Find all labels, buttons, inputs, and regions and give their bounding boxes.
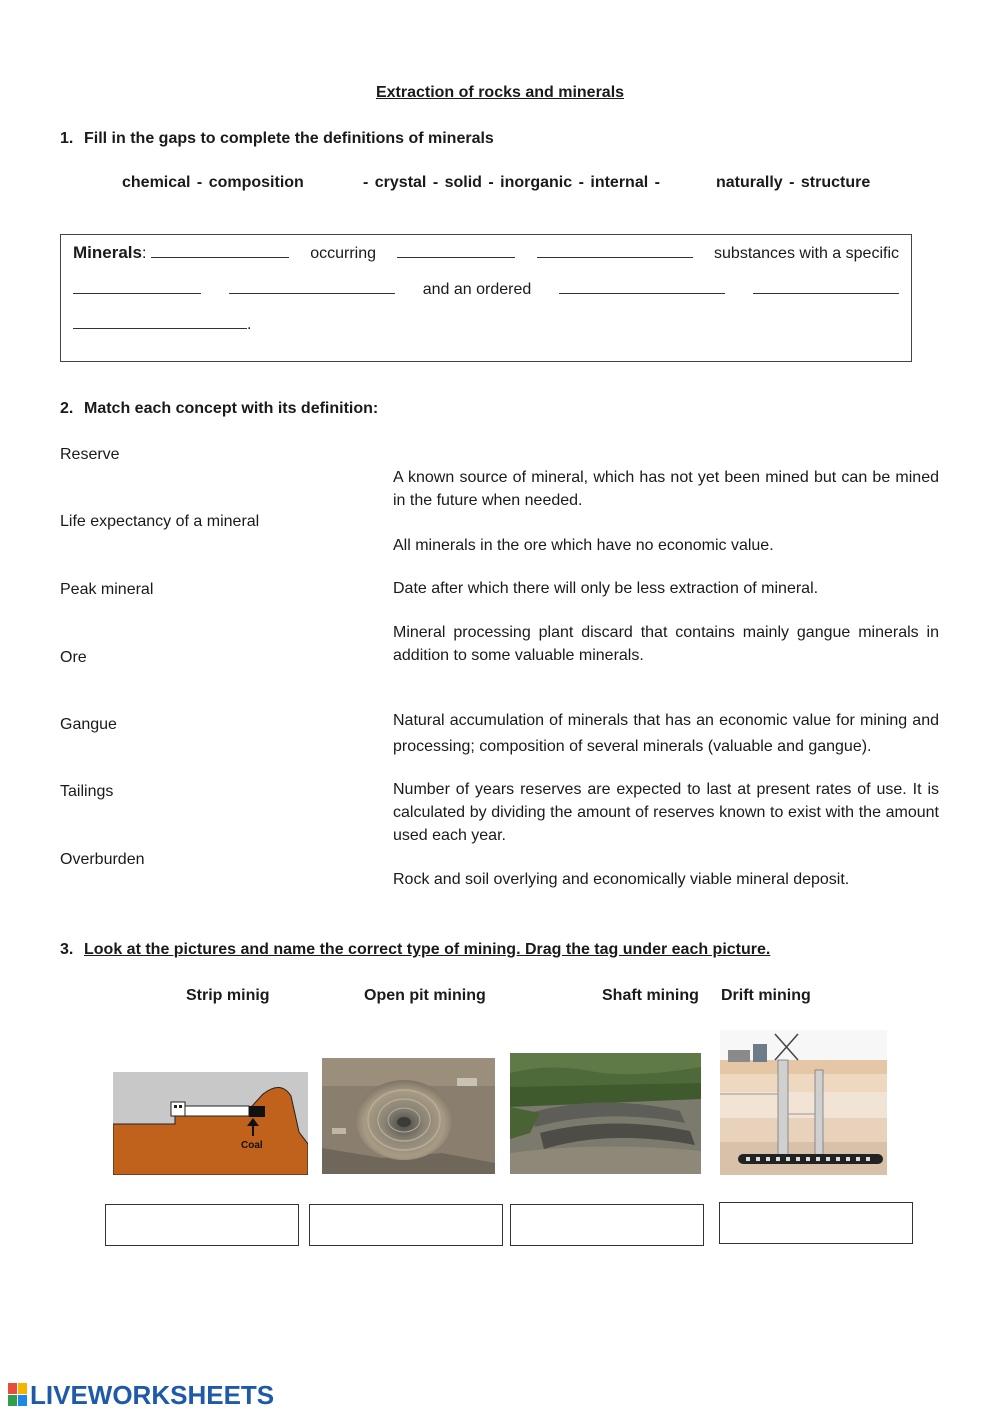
question-text: Match each concept with its definition: [84, 400, 379, 417]
question-text: Fill in the gaps to complete the definitions of minerals [84, 130, 494, 147]
concept-life-expectancy[interactable]: Life expectancy of a mineral [60, 513, 260, 530]
question-number: 2. [60, 400, 74, 417]
ordered-text: and an ordered [422, 281, 532, 298]
logo-blocks-icon [8, 1383, 28, 1414]
definition-item[interactable]: Number of years reserves are expected to last at present rates of use. It is calculated by dividing the amount of reserves known to exist with the amount used each year. [393, 781, 939, 844]
concept-ore[interactable]: Ore [60, 649, 87, 666]
question-text: Look at the pictures and name the correct type of mining. Drag the tag under each picture. [84, 941, 771, 958]
definition-item[interactable]: All minerals in the ore which have no economic value. [393, 537, 774, 554]
definition-box: Minerals: occurring substances with a specific and an ordered . [60, 234, 912, 362]
substances-text: substances with a specific [714, 245, 899, 262]
answer-box-4[interactable] [719, 1202, 913, 1244]
gap-input[interactable] [73, 314, 247, 329]
definition-item[interactable]: Mineral processing plant discard that contains mainly gangue minerals in addition to some valuable minerals. [393, 624, 939, 664]
definition-item[interactable]: Rock and soil overlying and economically viable mineral deposit. [393, 871, 850, 888]
question-number: 3. [60, 941, 74, 958]
tag-drift-mining[interactable]: Drift mining [721, 987, 811, 1004]
gap-input[interactable] [537, 243, 693, 258]
concept-gangue[interactable]: Gangue [60, 716, 117, 733]
liveworksheets-logo: LIVEWORKSHEETS [8, 1380, 274, 1414]
tag-open-pit-mining[interactable]: Open pit mining [364, 987, 486, 1004]
word-bank-part-1: chemical - composition [122, 174, 304, 191]
concept-peak-mineral[interactable]: Peak mineral [60, 581, 154, 598]
shaft-mining-diagram [720, 1030, 887, 1175]
question-1 [60, 130, 494, 148]
word-bank-part-3: naturally - structure [716, 174, 871, 191]
question-number: 1. [60, 130, 74, 147]
answer-box-2[interactable] [309, 1204, 503, 1246]
definition-item[interactable]: Natural accumulation of minerals that has an economic value for mining and processing; composition of several minerals (valuable and gangue). [393, 712, 939, 755]
answer-box-3[interactable] [510, 1204, 704, 1246]
gap-input[interactable] [397, 243, 515, 258]
answer-box-1[interactable] [105, 1204, 299, 1246]
definition-item[interactable]: A known source of mineral, which has not yet been mined but can be mined in the future when needed. [393, 469, 939, 509]
gap-input[interactable] [73, 279, 201, 294]
concept-overburden[interactable]: Overburden [60, 851, 145, 868]
question-2 [60, 400, 378, 418]
question-3 [60, 941, 770, 959]
concept-reserve[interactable]: Reserve [60, 446, 120, 463]
definition-item[interactable]: Date after which there will only be less extraction of mineral. [393, 580, 819, 597]
tag-strip-mining[interactable]: Strip minig [186, 987, 270, 1004]
gap-input[interactable] [559, 279, 725, 294]
open-pit-photo [322, 1058, 495, 1174]
gap-input[interactable] [229, 279, 395, 294]
page-title: Extraction of rocks and minerals [375, 84, 625, 101]
occurring-text: occurring [310, 245, 377, 262]
word-bank-part-2: - crystal - solid - inorganic - internal - [363, 174, 660, 191]
concept-tailings[interactable]: Tailings [60, 783, 114, 800]
strip-mine-photo [510, 1053, 701, 1174]
gap-input[interactable] [753, 279, 899, 294]
minerals-label: Minerals [73, 243, 142, 262]
tag-shaft-mining[interactable]: Shaft mining [602, 987, 699, 1004]
coal-label: Coal [241, 1140, 263, 1151]
drift-mining-diagram [113, 1072, 308, 1175]
gap-input[interactable] [151, 243, 289, 258]
